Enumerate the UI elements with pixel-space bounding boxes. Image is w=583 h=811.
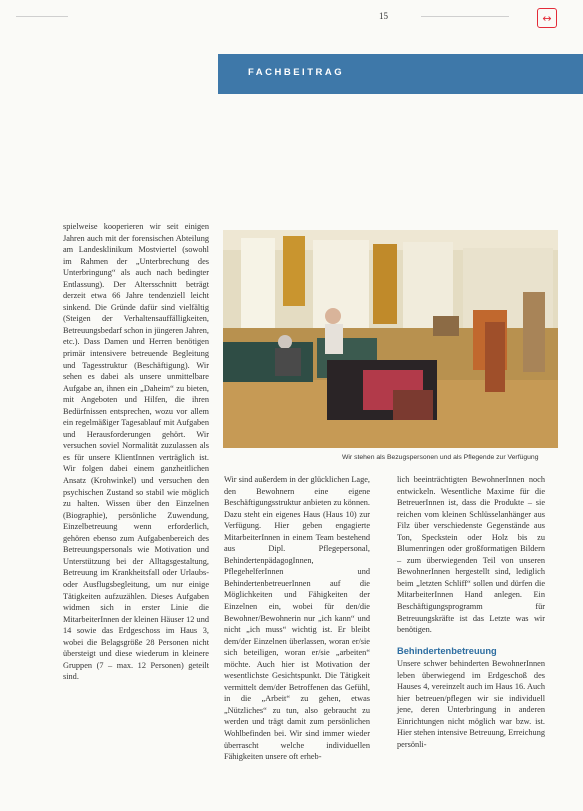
section-label: FACHBEITRAG — [248, 67, 345, 78]
photo-caption: Wir stehen als Bezugspersonen und als Pflegende zur Verfügung — [342, 454, 539, 461]
section-heading: Behindertenbetreuung — [397, 645, 497, 656]
text-column-2 — [224, 474, 370, 763]
page-number: 15 — [379, 11, 388, 21]
photo — [223, 230, 558, 448]
header-rule-left — [16, 16, 68, 17]
body-paragraph: lich beeinträchtigten BewohnerInnen noch entwickeln. Wesentliche Maxime für die BetreuerInnen ist, dass die Produkte – sie reichen vom kleinen Schlüsselanhänger aus Filz über verschiedenste Gegenstände aus Ton, Speckstein oder Holz bis zu Blumenringen oder großformatigen Bildern – zum überwiegenden Teil von unseren BewohnerInnen hergestellt sind, lediglich beim „letzten Schliff“ sollen und dürfen die MitarbeiterInnen Hand anlegen. Ein Beschäftigungsprogramm für Betreuungskräfte ist das Letzte was wir benötigen. — [397, 475, 545, 635]
logo — [537, 8, 557, 28]
body-paragraph: spielweise kooperieren wir seit einigen Jahren auch mit der forensischen Abteilung am Landesklinikum Mostviertel (sowohl im Rahmen der „Unterbrechung des Unterbringung“ als auch nach bedingter Entlassung). Der Altersschnitt beträgt derzeit etwa 66 Jahre tendenziell leicht sinkend. Die Gründe dafür sind vielfältig (Steigen der Verhaltensauffälligkeiten, Betreuungsbedarf schon in jüngeren Jahren, etc.). Dass Damen und Herren benötigen primär intensivere betreuende Begleitung und Tagesstruktur (Beschäftigung). Wir sehen es dabei als unsere unmittelbare Aufgabe an, ihnen ein „Daheim“ zu bieten, mit Angeboten und Hilfen, die ihren Bedürfnissen entsprechen, wozu vor allem ein regelmäßiger Tagesablauf mit Aufgaben und Herausforderungen gehört. Wir versuchen soviel Normalität zuzulassen als es für unsere KlientInnen verträglich ist. Wir folgen dabei einem ganzheitlichen Ansatz (Krohwinkel) und versuchen den psychischen Zustand so stabil wie möglich zu halten. Wissen über den Einzelnen (Biographie), persönliche Zuwendung, Einzelbetreuung wenn erforderlich, gehören ebenso zum Aufgabenbereich des Betreuungspersonals wie Motivation und Unterstützung bei der Alltagsgestaltung, Betreuung im Krankheitsfall oder Urlaubs- oder Ausflugsbegleitung, um nur einige Tätigkeiten aufzuzählen. Dieses Aufgaben widmen sich in erster Linie die MitarbeiterInnen der kleinen Häuser 12 und 14 sowie das Erdgeschoss im Haus 3, wobei die Belagsgröße 28 Personen nicht übersteigt und diese wiederum in kleinere Gruppen (7 – max. 12 Personen) geteilt sind. — [63, 222, 209, 682]
lounge-photo — [223, 230, 558, 448]
text-column-1 — [63, 221, 209, 683]
body-paragraph: Wir sind außerdem in der glücklichen Lage, den Bewohnern eine eigene Beschäftigungsstruktur anbieten zu können. Dazu steht ein eigenes Haus (Haus 10) zur Verfügung. Hier geben engagierte MitarbeiterInnen in einem Team bestehend aus Dipl. Pflegepersonal, BehindertenpädagogInnen, PflegehelferInnen und BehindertenbetreuerInnen auf die Möglichkeiten und Fähigkeiten der Einzelnen ein, wobei für den/die Bewohner/Bewohnerin nur „ich kann“ und nicht „ich muss“ wichtig ist. Er bleibt dem/der Einzelnen überlassen, woran er/sie sich beteiligen, woran er/sie „arbeiten“ möchte. Auch hier ist Motivation der wesentlichste Gesichtspunkt. Die Tätigkeit vermittelt dem/der Betroffenen das Gefühl, in die „Arbeit“ zu gehen, etwas „Nützliches“ zu tun, also gebraucht zu werden und trägt damit zum persönlichen Wohlbefinden bei. Wir sind immer wieder überrascht welche individuellen Fähigkeiten unsere oft erheb- — [224, 475, 370, 762]
section-banner — [218, 54, 583, 94]
text-column-3 — [397, 474, 545, 751]
logo-arrows-icon: ↔ — [542, 11, 552, 25]
body-paragraph: Unsere schwer behinderten BewohnerInnen leben überwiegend im Erdgeschoß des Hauses 4, vereinzelt auch im Haus 16. Auch hier betreuen/pflegen wir sie individuell jene, deren Unterbringung in anderen Einrichtungen nicht möglich war bzw. ist. Hier stehen intensive Betreuung, Erreichung persönli- — [397, 659, 545, 750]
header-rule-right — [421, 16, 509, 17]
